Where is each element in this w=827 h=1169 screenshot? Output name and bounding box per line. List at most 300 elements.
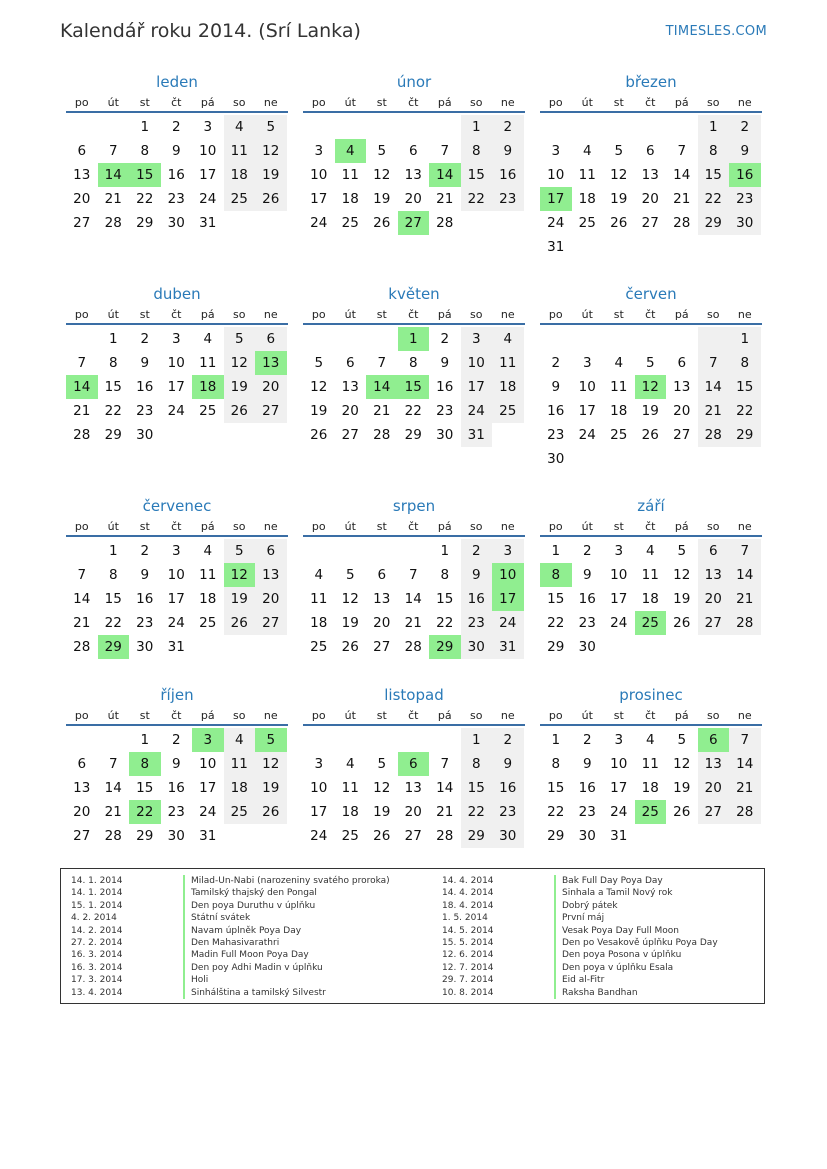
day-cell[interactable]: 3 xyxy=(461,327,493,351)
day-cell[interactable]: 30 xyxy=(578,828,596,844)
day-cell[interactable]: 7 xyxy=(677,143,687,159)
holiday-day-cell[interactable]: 14 xyxy=(429,163,461,187)
day-cell[interactable]: 18 xyxy=(641,780,659,796)
day-cell[interactable]: 5 xyxy=(314,355,324,371)
day-cell[interactable]: 29 xyxy=(698,211,730,235)
day-cell[interactable]: 2 xyxy=(492,115,524,139)
day-cell[interactable]: 20 xyxy=(404,804,422,820)
day-cell[interactable]: 24 xyxy=(492,611,524,635)
day-cell[interactable]: 22 xyxy=(547,804,565,820)
day-cell[interactable]: 15 xyxy=(547,780,565,796)
day-cell[interactable]: 1 xyxy=(551,543,561,559)
day-cell[interactable]: 21 xyxy=(436,191,454,207)
day-cell[interactable]: 6 xyxy=(645,143,655,159)
day-cell[interactable]: 16 xyxy=(578,780,596,796)
day-cell[interactable]: 28 xyxy=(73,639,91,655)
day-cell[interactable]: 10 xyxy=(310,167,328,183)
day-cell[interactable]: 23 xyxy=(167,191,185,207)
day-cell[interactable]: 21 xyxy=(673,191,691,207)
day-cell[interactable]: 19 xyxy=(373,804,391,820)
day-cell[interactable]: 28 xyxy=(73,427,91,443)
day-cell[interactable]: 17 xyxy=(461,375,493,399)
day-cell[interactable]: 7 xyxy=(440,143,450,159)
day-cell[interactable]: 3 xyxy=(582,355,592,371)
day-cell[interactable]: 13 xyxy=(673,379,691,395)
day-cell[interactable]: 16 xyxy=(167,780,185,796)
day-cell[interactable]: 11 xyxy=(578,167,596,183)
day-cell[interactable]: 9 xyxy=(551,379,561,395)
day-cell[interactable]: 30 xyxy=(729,211,761,235)
day-cell[interactable]: 25 xyxy=(341,215,359,231)
day-cell[interactable]: 12 xyxy=(373,780,391,796)
day-cell[interactable]: 23 xyxy=(492,800,524,824)
day-cell[interactable]: 26 xyxy=(255,187,287,211)
day-cell[interactable]: 10 xyxy=(167,567,185,583)
day-cell[interactable]: 12 xyxy=(224,351,256,375)
day-cell[interactable]: 5 xyxy=(345,567,355,583)
day-cell[interactable]: 22 xyxy=(436,615,454,631)
day-cell[interactable]: 9 xyxy=(171,143,181,159)
day-cell[interactable]: 26 xyxy=(255,800,287,824)
day-cell[interactable]: 7 xyxy=(77,567,87,583)
day-cell[interactable]: 14 xyxy=(729,563,761,587)
day-cell[interactable]: 16 xyxy=(167,167,185,183)
day-cell[interactable]: 12 xyxy=(341,591,359,607)
day-cell[interactable]: 10 xyxy=(578,379,596,395)
day-cell[interactable]: 8 xyxy=(698,139,730,163)
day-cell[interactable]: 26 xyxy=(610,215,628,231)
day-cell[interactable]: 7 xyxy=(698,351,730,375)
day-cell[interactable]: 1 xyxy=(461,728,493,752)
day-cell[interactable]: 11 xyxy=(341,167,359,183)
day-cell[interactable]: 30 xyxy=(461,635,493,659)
day-cell[interactable]: 8 xyxy=(461,752,493,776)
day-cell[interactable]: 4 xyxy=(203,331,213,347)
day-cell[interactable]: 6 xyxy=(255,327,287,351)
day-cell[interactable]: 27 xyxy=(404,828,422,844)
day-cell[interactable]: 6 xyxy=(255,539,287,563)
holiday-day-cell[interactable]: 17 xyxy=(540,187,572,211)
day-cell[interactable]: 16 xyxy=(492,163,524,187)
day-cell[interactable]: 19 xyxy=(673,780,691,796)
day-cell[interactable]: 2 xyxy=(582,543,592,559)
day-cell[interactable]: 2 xyxy=(140,543,150,559)
day-cell[interactable]: 27 xyxy=(698,800,730,824)
holiday-day-cell[interactable]: 15 xyxy=(398,375,430,399)
day-cell[interactable]: 28 xyxy=(373,427,391,443)
day-cell[interactable]: 9 xyxy=(461,563,493,587)
day-cell[interactable]: 19 xyxy=(341,615,359,631)
day-cell[interactable]: 26 xyxy=(224,399,256,423)
day-cell[interactable]: 12 xyxy=(310,379,328,395)
day-cell[interactable]: 1 xyxy=(551,732,561,748)
brand-link[interactable]: TIMESLES.COM xyxy=(665,24,767,39)
day-cell[interactable]: 12 xyxy=(673,756,691,772)
day-cell[interactable]: 11 xyxy=(199,355,217,371)
day-cell[interactable]: 18 xyxy=(199,591,217,607)
day-cell[interactable]: 1 xyxy=(440,543,450,559)
day-cell[interactable]: 13 xyxy=(698,752,730,776)
day-cell[interactable]: 23 xyxy=(729,187,761,211)
day-cell[interactable]: 21 xyxy=(698,399,730,423)
day-cell[interactable]: 9 xyxy=(440,355,450,371)
holiday-day-cell[interactable]: 22 xyxy=(129,800,161,824)
day-cell[interactable]: 26 xyxy=(341,639,359,655)
day-cell[interactable]: 6 xyxy=(377,567,387,583)
day-cell[interactable]: 20 xyxy=(255,375,287,399)
day-cell[interactable]: 29 xyxy=(136,215,154,231)
day-cell[interactable]: 3 xyxy=(314,756,324,772)
day-cell[interactable]: 28 xyxy=(104,828,122,844)
day-cell[interactable]: 3 xyxy=(171,543,181,559)
day-cell[interactable]: 14 xyxy=(673,167,691,183)
day-cell[interactable]: 1 xyxy=(461,115,493,139)
day-cell[interactable]: 20 xyxy=(404,191,422,207)
day-cell[interactable]: 6 xyxy=(677,355,687,371)
day-cell[interactable]: 30 xyxy=(578,639,596,655)
holiday-day-cell[interactable]: 3 xyxy=(192,728,224,752)
holiday-day-cell[interactable]: 29 xyxy=(98,635,130,659)
day-cell[interactable]: 21 xyxy=(404,615,422,631)
day-cell[interactable]: 17 xyxy=(199,167,217,183)
day-cell[interactable]: 27 xyxy=(341,427,359,443)
day-cell[interactable]: 20 xyxy=(373,615,391,631)
day-cell[interactable]: 2 xyxy=(171,732,181,748)
day-cell[interactable]: 8 xyxy=(108,567,118,583)
day-cell[interactable]: 9 xyxy=(140,355,150,371)
day-cell[interactable]: 22 xyxy=(461,800,493,824)
day-cell[interactable]: 4 xyxy=(345,756,355,772)
day-cell[interactable]: 19 xyxy=(255,776,287,800)
day-cell[interactable]: 19 xyxy=(610,191,628,207)
day-cell[interactable]: 31 xyxy=(199,828,217,844)
day-cell[interactable]: 19 xyxy=(255,163,287,187)
holiday-day-cell[interactable]: 16 xyxy=(729,163,761,187)
holiday-day-cell[interactable]: 13 xyxy=(255,351,287,375)
day-cell[interactable]: 3 xyxy=(314,143,324,159)
day-cell[interactable]: 26 xyxy=(673,615,691,631)
holiday-day-cell[interactable]: 14 xyxy=(366,375,398,399)
day-cell[interactable]: 11 xyxy=(199,567,217,583)
day-cell[interactable]: 22 xyxy=(461,187,493,211)
day-cell[interactable]: 25 xyxy=(310,639,328,655)
day-cell[interactable]: 11 xyxy=(641,756,659,772)
day-cell[interactable]: 18 xyxy=(310,615,328,631)
day-cell[interactable]: 20 xyxy=(698,776,730,800)
day-cell[interactable]: 21 xyxy=(73,615,91,631)
day-cell[interactable]: 13 xyxy=(698,563,730,587)
day-cell[interactable]: 12 xyxy=(255,139,287,163)
day-cell[interactable]: 11 xyxy=(341,780,359,796)
day-cell[interactable]: 28 xyxy=(104,215,122,231)
day-cell[interactable]: 21 xyxy=(729,776,761,800)
day-cell[interactable]: 3 xyxy=(171,331,181,347)
day-cell[interactable]: 4 xyxy=(224,728,256,752)
day-cell[interactable]: 27 xyxy=(73,828,91,844)
day-cell[interactable]: 8 xyxy=(461,139,493,163)
day-cell[interactable]: 5 xyxy=(224,539,256,563)
day-cell[interactable]: 12 xyxy=(373,167,391,183)
day-cell[interactable]: 16 xyxy=(492,776,524,800)
day-cell[interactable]: 31 xyxy=(492,635,524,659)
day-cell[interactable]: 26 xyxy=(373,828,391,844)
day-cell[interactable]: 6 xyxy=(77,143,87,159)
day-cell[interactable]: 24 xyxy=(461,399,493,423)
day-cell[interactable]: 13 xyxy=(73,780,91,796)
day-cell[interactable]: 4 xyxy=(582,143,592,159)
day-cell[interactable]: 17 xyxy=(610,591,628,607)
day-cell[interactable]: 5 xyxy=(255,115,287,139)
day-cell[interactable]: 2 xyxy=(492,728,524,752)
day-cell[interactable]: 23 xyxy=(578,804,596,820)
day-cell[interactable]: 20 xyxy=(698,587,730,611)
day-cell[interactable]: 23 xyxy=(492,187,524,211)
day-cell[interactable]: 2 xyxy=(729,115,761,139)
day-cell[interactable]: 25 xyxy=(610,427,628,443)
holiday-day-cell[interactable]: 5 xyxy=(255,728,287,752)
day-cell[interactable]: 3 xyxy=(614,732,624,748)
day-cell[interactable]: 24 xyxy=(610,804,628,820)
day-cell[interactable]: 19 xyxy=(224,587,256,611)
day-cell[interactable]: 3 xyxy=(203,119,213,135)
day-cell[interactable]: 5 xyxy=(224,327,256,351)
holiday-day-cell[interactable]: 10 xyxy=(492,563,524,587)
day-cell[interactable]: 13 xyxy=(373,591,391,607)
day-cell[interactable]: 22 xyxy=(404,403,422,419)
day-cell[interactable]: 2 xyxy=(440,331,450,347)
holiday-day-cell[interactable]: 14 xyxy=(98,163,130,187)
day-cell[interactable]: 23 xyxy=(136,615,154,631)
day-cell[interactable]: 22 xyxy=(547,615,565,631)
day-cell[interactable]: 31 xyxy=(461,423,493,447)
day-cell[interactable]: 4 xyxy=(314,567,324,583)
day-cell[interactable]: 31 xyxy=(199,215,217,231)
day-cell[interactable]: 26 xyxy=(310,427,328,443)
day-cell[interactable]: 5 xyxy=(377,143,387,159)
day-cell[interactable]: 18 xyxy=(341,804,359,820)
day-cell[interactable]: 29 xyxy=(136,828,154,844)
day-cell[interactable]: 29 xyxy=(461,824,493,848)
day-cell[interactable]: 15 xyxy=(729,375,761,399)
day-cell[interactable]: 29 xyxy=(547,828,565,844)
day-cell[interactable]: 10 xyxy=(167,355,185,371)
day-cell[interactable]: 19 xyxy=(224,375,256,399)
day-cell[interactable]: 13 xyxy=(255,563,287,587)
day-cell[interactable]: 31 xyxy=(610,828,628,844)
holiday-day-cell[interactable]: 18 xyxy=(192,375,224,399)
day-cell[interactable]: 20 xyxy=(641,191,659,207)
day-cell[interactable]: 10 xyxy=(199,756,217,772)
day-cell[interactable]: 4 xyxy=(492,327,524,351)
day-cell[interactable]: 11 xyxy=(224,752,256,776)
day-cell[interactable]: 30 xyxy=(492,824,524,848)
holiday-day-cell[interactable]: 25 xyxy=(635,611,667,635)
day-cell[interactable]: 15 xyxy=(547,591,565,607)
day-cell[interactable]: 5 xyxy=(377,756,387,772)
day-cell[interactable]: 18 xyxy=(492,375,524,399)
day-cell[interactable]: 17 xyxy=(310,804,328,820)
day-cell[interactable]: 22 xyxy=(104,615,122,631)
day-cell[interactable]: 21 xyxy=(104,191,122,207)
holiday-day-cell[interactable]: 1 xyxy=(398,327,430,351)
day-cell[interactable]: 13 xyxy=(404,167,422,183)
day-cell[interactable]: 22 xyxy=(136,191,154,207)
day-cell[interactable]: 5 xyxy=(645,355,655,371)
day-cell[interactable]: 17 xyxy=(310,191,328,207)
day-cell[interactable]: 28 xyxy=(729,611,761,635)
day-cell[interactable]: 1 xyxy=(108,331,118,347)
day-cell[interactable]: 16 xyxy=(547,403,565,419)
day-cell[interactable]: 30 xyxy=(167,215,185,231)
day-cell[interactable]: 7 xyxy=(729,728,761,752)
day-cell[interactable]: 12 xyxy=(255,752,287,776)
day-cell[interactable]: 2 xyxy=(582,732,592,748)
day-cell[interactable]: 30 xyxy=(547,451,565,467)
day-cell[interactable]: 11 xyxy=(492,351,524,375)
holiday-day-cell[interactable]: 6 xyxy=(698,728,730,752)
day-cell[interactable]: 1 xyxy=(140,119,150,135)
day-cell[interactable]: 22 xyxy=(698,187,730,211)
day-cell[interactable]: 14 xyxy=(436,780,454,796)
day-cell[interactable]: 8 xyxy=(108,355,118,371)
day-cell[interactable]: 7 xyxy=(440,756,450,772)
day-cell[interactable]: 6 xyxy=(77,756,87,772)
day-cell[interactable]: 27 xyxy=(641,215,659,231)
day-cell[interactable]: 10 xyxy=(610,567,628,583)
day-cell[interactable]: 17 xyxy=(167,591,185,607)
day-cell[interactable]: 10 xyxy=(461,351,493,375)
day-cell[interactable]: 22 xyxy=(104,403,122,419)
holiday-day-cell[interactable]: 27 xyxy=(398,211,430,235)
day-cell[interactable]: 29 xyxy=(104,427,122,443)
day-cell[interactable]: 24 xyxy=(199,191,217,207)
day-cell[interactable]: 13 xyxy=(641,167,659,183)
day-cell[interactable]: 31 xyxy=(167,639,185,655)
day-cell[interactable]: 23 xyxy=(167,804,185,820)
day-cell[interactable]: 8 xyxy=(551,756,561,772)
day-cell[interactable]: 26 xyxy=(641,427,659,443)
day-cell[interactable]: 21 xyxy=(373,403,391,419)
day-cell[interactable]: 30 xyxy=(167,828,185,844)
day-cell[interactable]: 18 xyxy=(224,776,256,800)
day-cell[interactable]: 15 xyxy=(436,591,454,607)
day-cell[interactable]: 2 xyxy=(171,119,181,135)
day-cell[interactable]: 6 xyxy=(345,355,355,371)
day-cell[interactable]: 22 xyxy=(729,399,761,423)
holiday-day-cell[interactable]: 4 xyxy=(335,139,367,163)
day-cell[interactable]: 9 xyxy=(492,752,524,776)
day-cell[interactable]: 28 xyxy=(729,800,761,824)
day-cell[interactable]: 9 xyxy=(582,756,592,772)
day-cell[interactable]: 4 xyxy=(203,543,213,559)
day-cell[interactable]: 24 xyxy=(610,615,628,631)
day-cell[interactable]: 1 xyxy=(698,115,730,139)
holiday-day-cell[interactable]: 6 xyxy=(398,752,430,776)
day-cell[interactable]: 12 xyxy=(610,167,628,183)
day-cell[interactable]: 5 xyxy=(677,543,687,559)
day-cell[interactable]: 24 xyxy=(167,403,185,419)
day-cell[interactable]: 26 xyxy=(373,215,391,231)
day-cell[interactable]: 27 xyxy=(255,611,287,635)
day-cell[interactable]: 9 xyxy=(171,756,181,772)
day-cell[interactable]: 1 xyxy=(108,543,118,559)
day-cell[interactable]: 27 xyxy=(373,639,391,655)
day-cell[interactable]: 29 xyxy=(729,423,761,447)
day-cell[interactable]: 8 xyxy=(729,351,761,375)
day-cell[interactable]: 9 xyxy=(582,567,592,583)
day-cell[interactable]: 11 xyxy=(224,139,256,163)
day-cell[interactable]: 24 xyxy=(167,615,185,631)
holiday-day-cell[interactable]: 12 xyxy=(635,375,667,399)
day-cell[interactable]: 20 xyxy=(341,403,359,419)
holiday-day-cell[interactable]: 29 xyxy=(429,635,461,659)
day-cell[interactable]: 28 xyxy=(436,828,454,844)
day-cell[interactable]: 21 xyxy=(436,804,454,820)
day-cell[interactable]: 3 xyxy=(614,543,624,559)
day-cell[interactable]: 7 xyxy=(729,539,761,563)
day-cell[interactable]: 16 xyxy=(136,379,154,395)
day-cell[interactable]: 4 xyxy=(614,355,624,371)
day-cell[interactable]: 17 xyxy=(610,780,628,796)
day-cell[interactable]: 23 xyxy=(547,427,565,443)
day-cell[interactable]: 30 xyxy=(136,427,154,443)
day-cell[interactable]: 12 xyxy=(673,567,691,583)
day-cell[interactable]: 8 xyxy=(408,355,418,371)
day-cell[interactable]: 23 xyxy=(578,615,596,631)
day-cell[interactable]: 2 xyxy=(551,355,561,371)
day-cell[interactable]: 11 xyxy=(610,379,628,395)
day-cell[interactable]: 15 xyxy=(104,379,122,395)
day-cell[interactable]: 25 xyxy=(492,399,524,423)
day-cell[interactable]: 25 xyxy=(224,800,256,824)
day-cell[interactable]: 15 xyxy=(136,780,154,796)
day-cell[interactable]: 5 xyxy=(677,732,687,748)
day-cell[interactable]: 18 xyxy=(224,163,256,187)
day-cell[interactable]: 24 xyxy=(199,804,217,820)
day-cell[interactable]: 25 xyxy=(199,615,217,631)
day-cell[interactable]: 4 xyxy=(224,115,256,139)
day-cell[interactable]: 31 xyxy=(547,239,565,255)
day-cell[interactable]: 13 xyxy=(73,167,91,183)
day-cell[interactable]: 14 xyxy=(729,752,761,776)
day-cell[interactable]: 3 xyxy=(551,143,561,159)
day-cell[interactable]: 13 xyxy=(404,780,422,796)
day-cell[interactable]: 18 xyxy=(641,591,659,607)
day-cell[interactable]: 10 xyxy=(610,756,628,772)
day-cell[interactable]: 24 xyxy=(578,427,596,443)
day-cell[interactable]: 26 xyxy=(224,611,256,635)
day-cell[interactable]: 9 xyxy=(140,567,150,583)
day-cell[interactable]: 14 xyxy=(73,591,91,607)
day-cell[interactable]: 25 xyxy=(341,828,359,844)
day-cell[interactable]: 8 xyxy=(140,143,150,159)
day-cell[interactable]: 7 xyxy=(108,756,118,772)
day-cell[interactable]: 20 xyxy=(673,403,691,419)
day-cell[interactable]: 30 xyxy=(136,639,154,655)
holiday-day-cell[interactable]: 8 xyxy=(540,563,572,587)
day-cell[interactable]: 24 xyxy=(547,215,565,231)
day-cell[interactable]: 28 xyxy=(436,215,454,231)
day-cell[interactable]: 1 xyxy=(729,327,761,351)
day-cell[interactable]: 4 xyxy=(645,543,655,559)
day-cell[interactable]: 23 xyxy=(461,611,493,635)
day-cell[interactable]: 16 xyxy=(578,591,596,607)
day-cell[interactable]: 23 xyxy=(436,403,454,419)
day-cell[interactable]: 14 xyxy=(104,780,122,796)
day-cell[interactable]: 28 xyxy=(673,215,691,231)
holiday-day-cell[interactable]: 25 xyxy=(635,800,667,824)
holiday-day-cell[interactable]: 8 xyxy=(129,752,161,776)
